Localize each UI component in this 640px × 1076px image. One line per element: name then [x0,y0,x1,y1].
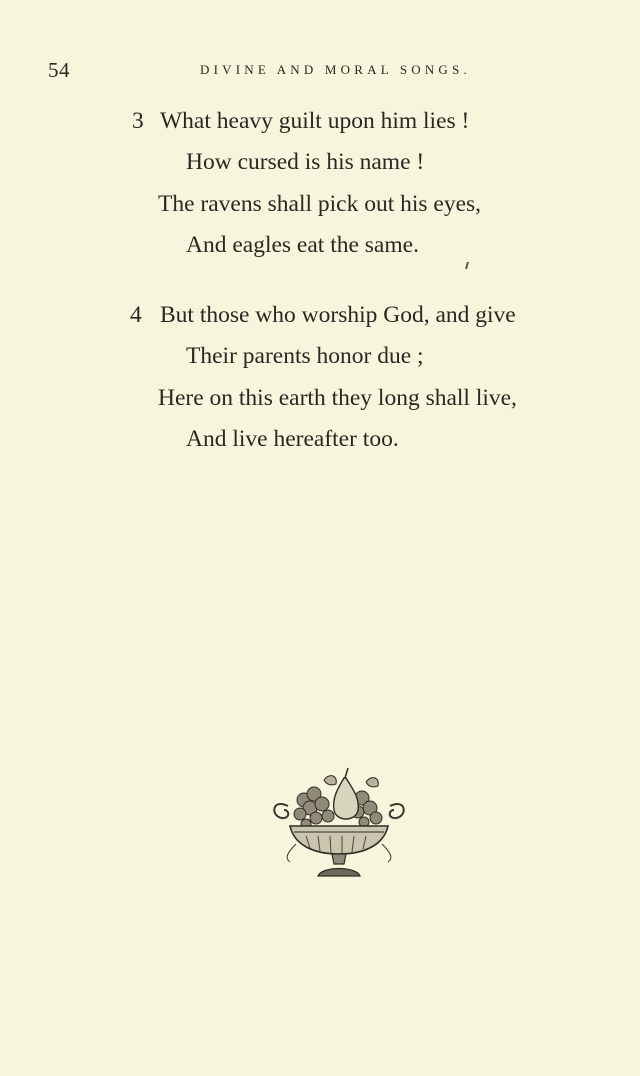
verse-line: How cursed is his name ! [186,149,425,175]
stray-ink-mark [465,262,469,269]
running-head [0,58,640,82]
page-number: 54 [48,58,70,82]
fruit-urn-vignette-icon [266,758,412,882]
verse-line: Their parents honor due ; [186,343,424,369]
stanza-number: 3 [132,108,144,134]
verse-line: And eagles eat the same. [186,232,419,258]
stanza-number: 4 [130,302,142,328]
verse-line: But those who worship God, and give [160,302,516,328]
verse-line: What heavy guilt upon him lies ! [160,108,470,134]
running-title: DIVINE AND MORAL SONGS. [200,62,471,77]
verse-line: Here on this earth they long shall live, [158,385,517,411]
verse-line: And live hereafter too. [186,426,399,452]
verse-line: The ravens shall pick out his eyes, [158,191,482,217]
